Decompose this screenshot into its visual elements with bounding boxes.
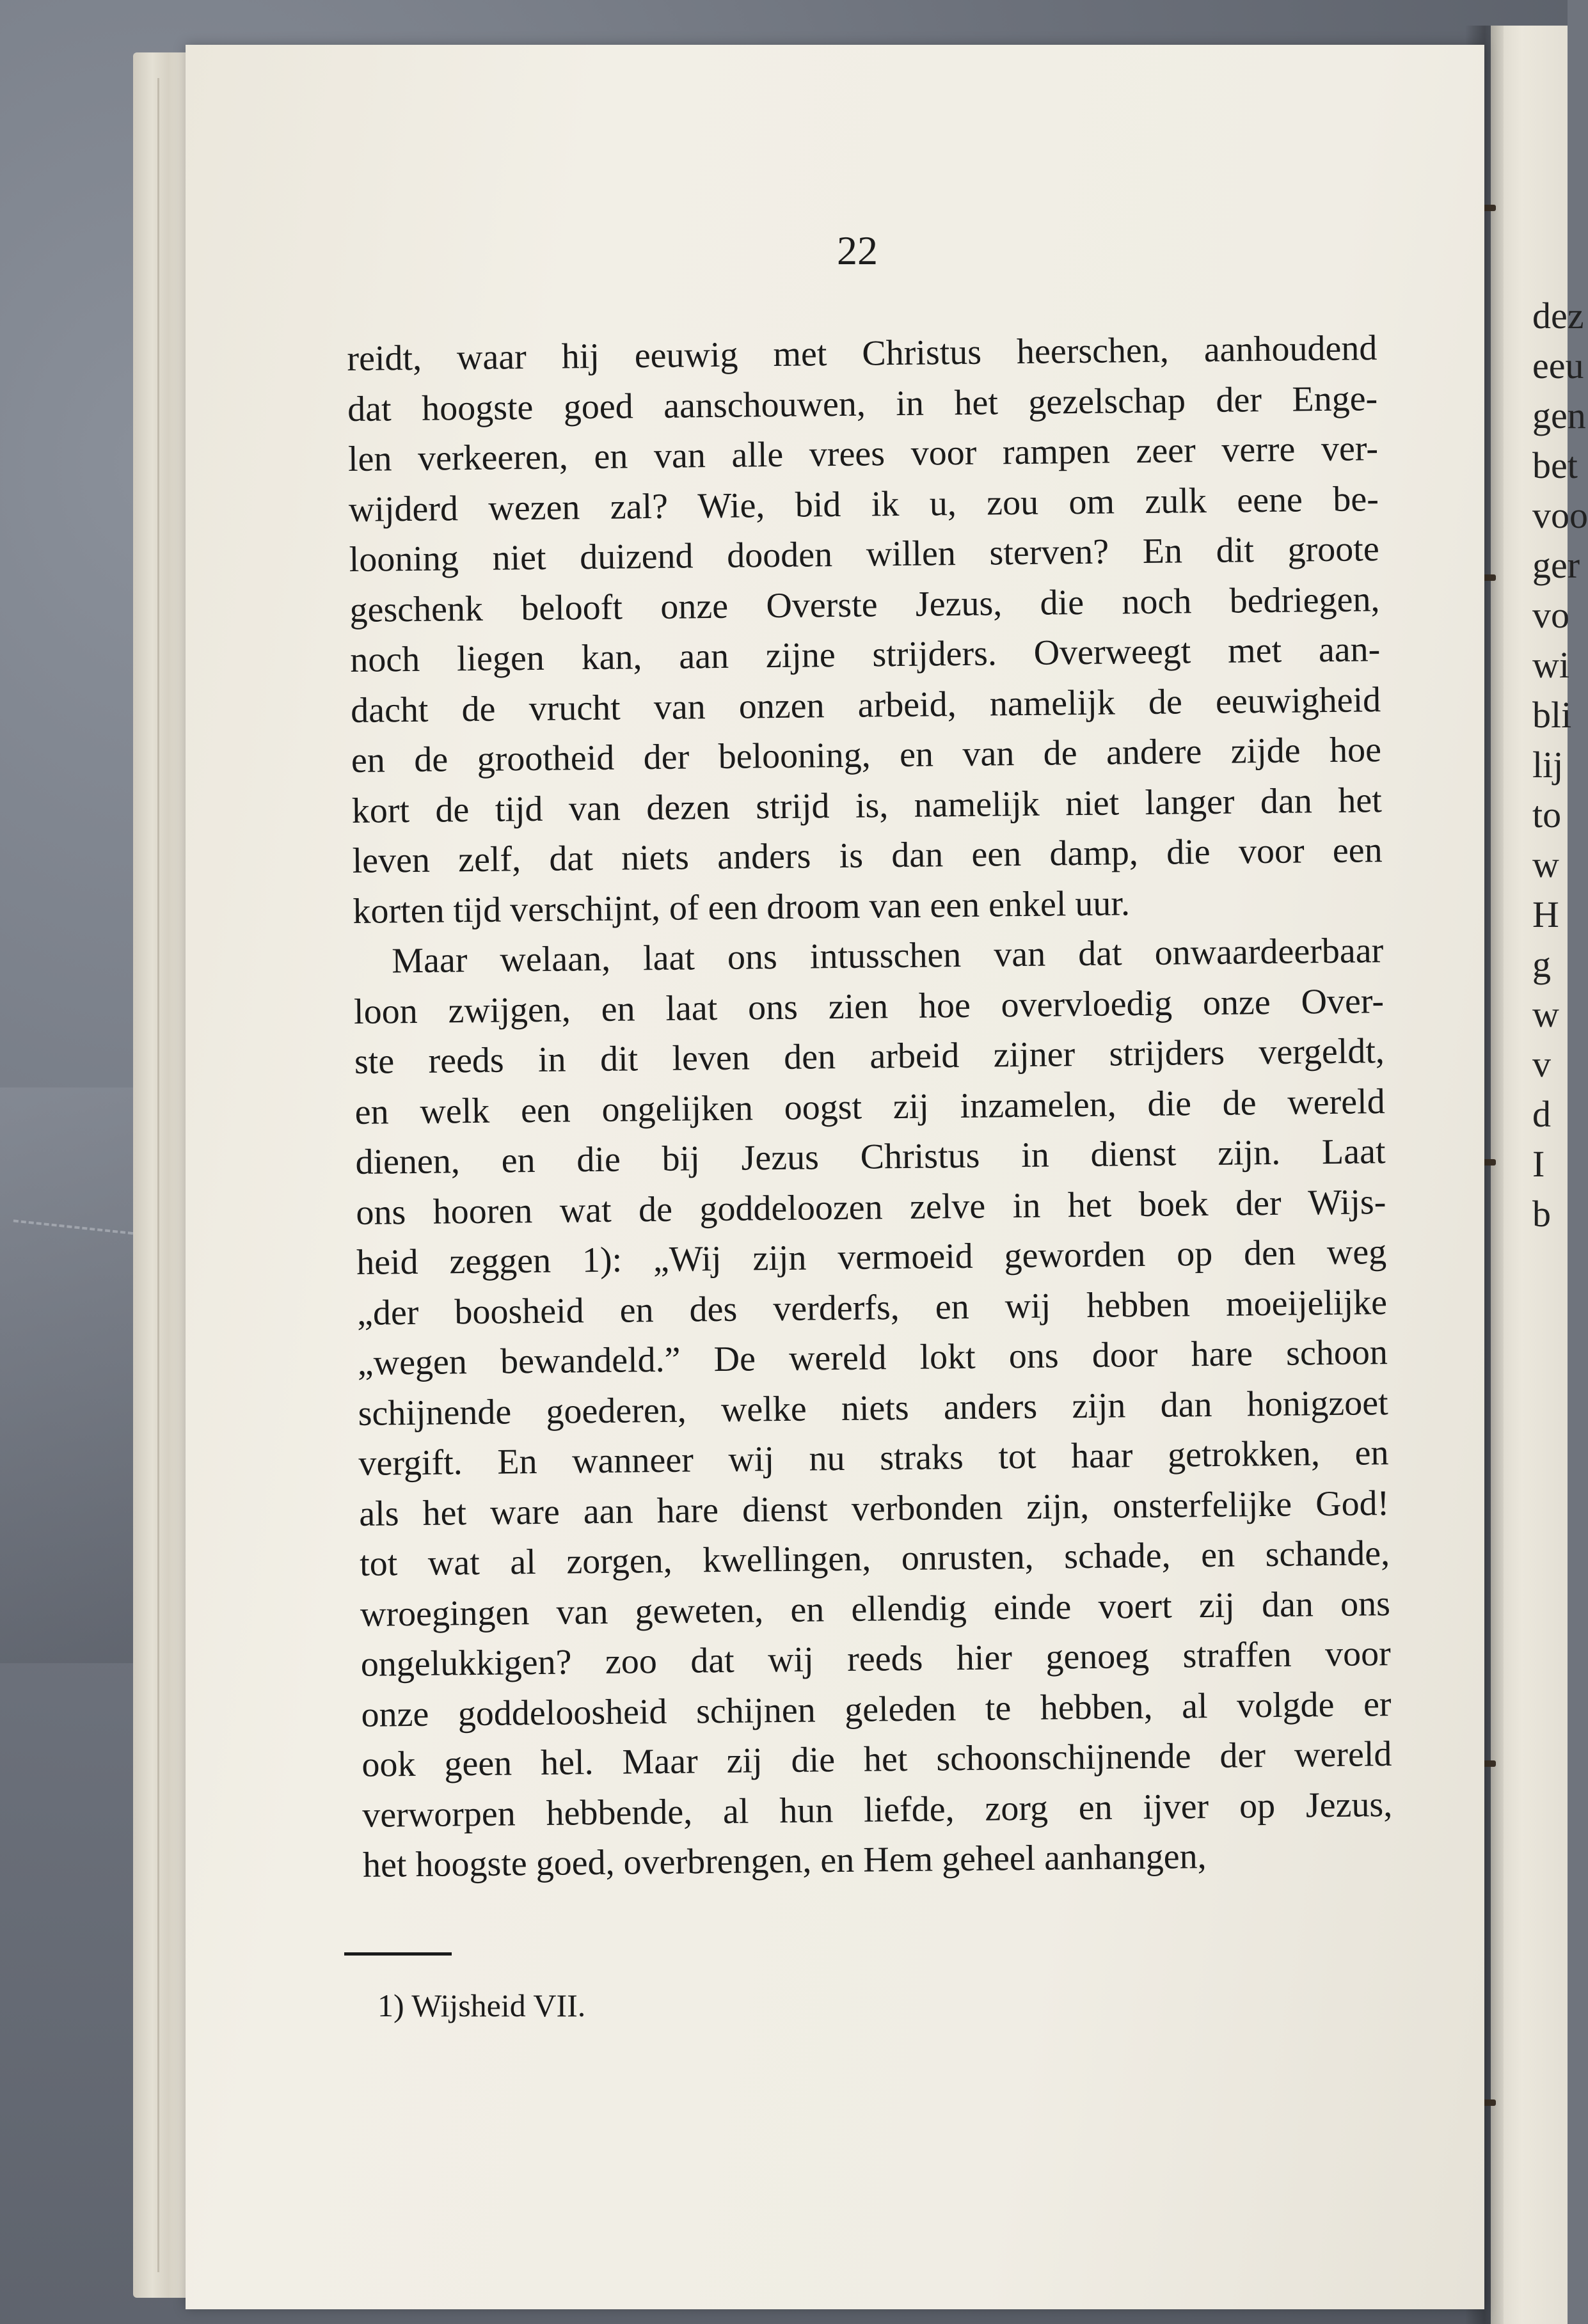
facing-page-text: voo — [1532, 494, 1588, 536]
text-line: dat hoogste goed aanschouwen, in het gezelschap der Enge- — [347, 378, 1378, 429]
text-line: „wegen bewandeld.” De wereld lokt ons door hare schoon — [357, 1332, 1388, 1383]
facing-page-text: eeu — [1532, 345, 1584, 386]
facing-page-text: dez — [1532, 295, 1584, 336]
text-line: onze goddeloosheid schijnen geleden te hebben, al volgde er — [361, 1684, 1392, 1735]
text-line: ste reeds in dit leven den arbeid zijner strijders vergeldt, — [354, 1031, 1385, 1082]
text-line: het hoogste goed, overbrengen, en Hem geheel aanhangen, — [362, 1837, 1207, 1885]
text-line: dacht de vrucht van onzen arbeid, namelijk de eeuwigheid — [350, 679, 1381, 731]
text-line: leven zelf, dat niets anders is dan een damp, die voor een — [352, 830, 1383, 881]
text-line: schijnende goederen, welke niets anders zijn dan honigzoet — [358, 1382, 1388, 1434]
facing-page-text: lij — [1532, 744, 1564, 786]
facing-page-text: v — [1532, 1043, 1551, 1085]
footnote: 1) Wijsheid VII. — [377, 1988, 586, 2023]
text-line: Maar welaan, laat ons intusschen van dat onwaardeerbaar — [391, 931, 1384, 981]
text-line: loon zwijgen, en laat ons zien hoe overvloedig onze Over- — [353, 981, 1385, 1032]
text-line: vergift. En wanneer wij nu straks tot haar getrokken, en — [358, 1433, 1389, 1483]
text-line: kort de tijd van dezen strijd is, namelijk niet langer dan het — [351, 780, 1383, 831]
facing-page-text: H — [1532, 894, 1559, 935]
text-line: wroegingen van geweten, en ellendig einde voert zij dan ons — [360, 1583, 1391, 1634]
facing-page-text: wi — [1532, 644, 1569, 686]
facing-page-text: bli — [1532, 694, 1572, 736]
text-line: ongelukkigen? zoo dat wij reeds hier genoeg straffen voor — [360, 1634, 1392, 1684]
body-text — [347, 323, 1393, 1890]
text-line: reidt, waar hij eeuwig met Christus heerschen, aanhoudend — [347, 328, 1378, 379]
facing-page-text: I — [1532, 1143, 1545, 1185]
text-line: ons hooren wat de goddeloozen zelve in het boek der Wijs- — [356, 1182, 1386, 1233]
facing-page-text: vo — [1532, 594, 1569, 636]
facing-page-text: ger — [1532, 544, 1580, 586]
book-page — [186, 45, 1484, 2309]
text-line: korten tijd verschijnt, of een droom van een enkel uur. — [353, 883, 1131, 931]
text-line: dienen, en die bij Jezus Christus in dienst zijn. Laat — [355, 1132, 1386, 1182]
facing-page-text: gen — [1532, 395, 1586, 436]
text-line: en welk een ongelijken oogst zij inzamelen, die de wereld — [354, 1081, 1385, 1132]
text-line: tot wat al zorgen, kwellingen, onrusten, schade, en schande, — [359, 1533, 1390, 1584]
facing-page-text: bet — [1532, 445, 1578, 486]
text-line: en de grootheid der belooning, en van de andere zijde hoe — [351, 730, 1382, 780]
text-line: looning niet duizend dooden willen sterven? En dit groote — [349, 529, 1379, 580]
facing-page-text: d — [1532, 1093, 1551, 1135]
facing-page-text: b — [1532, 1193, 1551, 1235]
facing-page-text: w — [1532, 993, 1559, 1035]
facing-page-text: to — [1532, 794, 1562, 835]
text-line: „der boosheid en des verderfs, en wij hebben moeijelijke — [356, 1282, 1388, 1333]
page-number: 22 — [837, 228, 878, 273]
text-line: geschenk belooft onze Overste Jezus, die noch bedriegen, — [349, 579, 1380, 630]
text-line: verworpen hebbende, al hun liefde, zorg en ijver op Jezus, — [361, 1784, 1393, 1835]
text-line: noch liegen kan, aan zijne strijders. Overweegt met aan- — [350, 629, 1381, 680]
facing-page-text: w — [1532, 844, 1559, 885]
text-line: wijderd wezen zal? Wie, bid ik u, zou om zulk eene be- — [348, 478, 1379, 530]
text-line: len verkeeren, en van alle vrees voor rampen zeer verre ver- — [347, 429, 1379, 479]
text-line: heid zeggen 1): „Wij zijn vermoeid geworden op den weg — [356, 1232, 1387, 1283]
footnote-rule — [344, 1952, 452, 1956]
facing-page-text: g — [1532, 944, 1551, 985]
text-line: ook geen hel. Maar zij die het schoonschijnende der wereld — [361, 1734, 1392, 1785]
text-line: als het ware aan hare dienst verbonden zijn, onsterfelijke God! — [358, 1483, 1390, 1534]
